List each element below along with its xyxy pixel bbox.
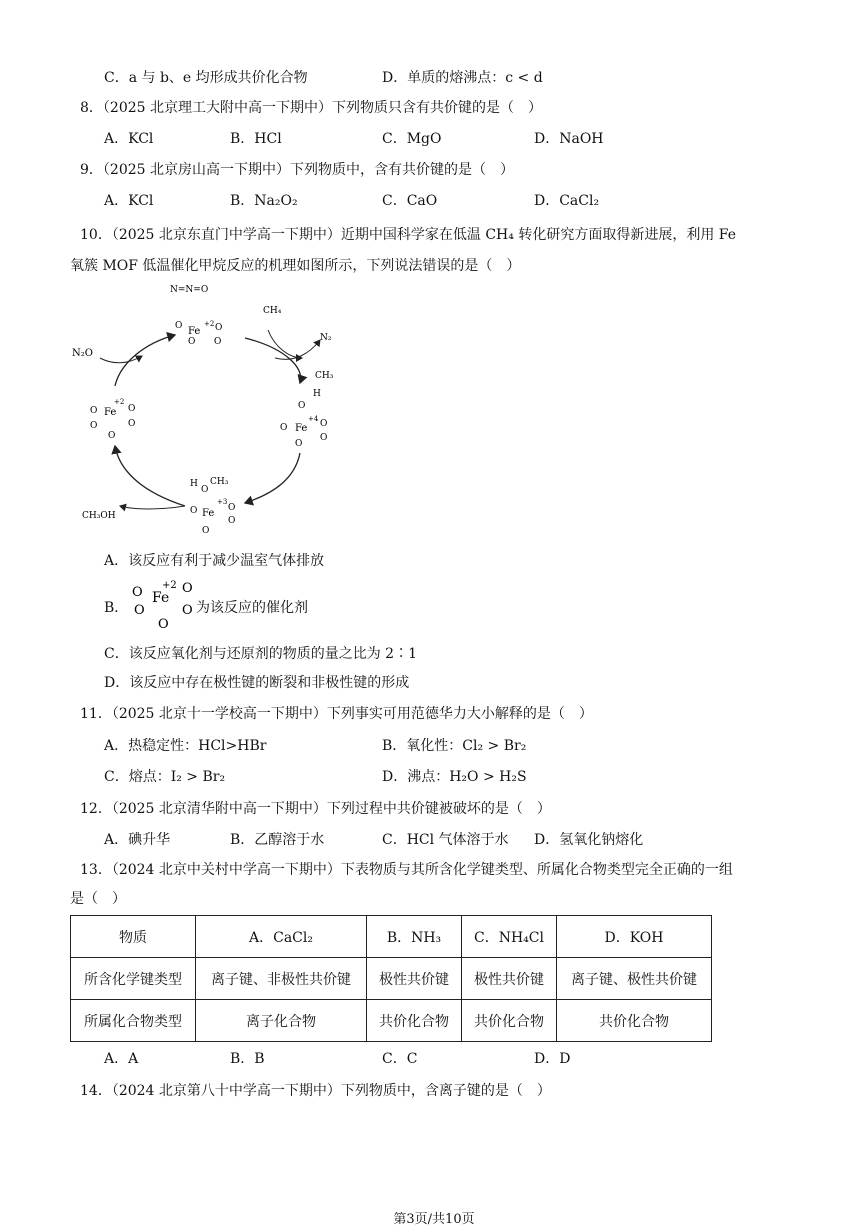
fe-catalyst-structure <box>128 576 198 631</box>
table-cell: 物质 <box>71 916 196 958</box>
cycle-arrow-1 <box>245 338 301 383</box>
q11-option-c: C．熔点：I₂ > Br₂ <box>104 769 226 785</box>
q10-option-c: C．该反应氧化剂与还原剂的物质的量之比为 2∶1 <box>104 646 417 662</box>
q8-option-b: B．HCl <box>230 131 282 147</box>
q13-option-c: C．C <box>382 1051 418 1067</box>
svg-text:+2: +2 <box>162 580 177 591</box>
svg-text:O: O <box>201 485 209 495</box>
q10-option-b-text: 为该反应的催化剂 <box>196 600 308 616</box>
svg-text:Fe: Fe <box>295 423 308 434</box>
table-cell: 离子键、非极性共价键 <box>196 958 367 1000</box>
complex-left <box>90 398 135 441</box>
svg-text:O: O <box>280 423 288 433</box>
question-10-stem-line1: 10．（2025 北京东直门中学高一下期中）近期中国科学家在低温 CH₄ 转化研究方面取得新进展，利用 Fe <box>80 227 737 243</box>
svg-text:+3: +3 <box>217 498 228 506</box>
q12-option-a: A．碘升华 <box>104 832 171 848</box>
svg-text:O: O <box>298 401 306 411</box>
ch4-label: CH₄ <box>263 306 282 316</box>
question-13-stem-line1: 13．（2024 北京中关村中学高一下期中）下表物质与其所含化学键类型、所属化合物类型完全正确的一组 <box>80 862 733 878</box>
option-c: C．a 与 b、e 均形成共价化合物 <box>104 70 308 86</box>
table-cell: 离子化合物 <box>196 1000 367 1042</box>
svg-text:O: O <box>182 581 193 596</box>
question-8-stem: 8．（2025 北京理工大附中高一下期中）下列物质只含有共价键的是（ ） <box>80 100 542 116</box>
q11-option-a: A．热稳定性：HCl>HBr <box>104 738 267 754</box>
svg-text:O: O <box>175 321 183 331</box>
cycle-arrow-4 <box>115 335 175 386</box>
q10-option-d: D．该反应中存在极性键的断裂和非极性键的形成 <box>104 675 410 691</box>
q12-option-d: D．氢氧化钠熔化 <box>534 832 644 848</box>
table-cell: 共价化合物 <box>367 1000 462 1042</box>
svg-text:O: O <box>228 516 236 526</box>
table-cell: C．NH₄Cl <box>462 916 557 958</box>
table-header-row <box>71 916 712 958</box>
complex-bottom <box>190 477 235 536</box>
svg-text:O: O <box>295 439 303 449</box>
ch4-in-arrow <box>268 330 302 358</box>
q12-option-b: B．乙醇溶于水 <box>230 832 325 848</box>
table-cell: 离子键、极性共价键 <box>557 958 712 1000</box>
svg-text:CH₃: CH₃ <box>210 477 229 487</box>
cycle-arrow-3 <box>115 446 185 506</box>
table-cell: 极性共价键 <box>462 958 557 1000</box>
question-13-stem-line2: 是（ ） <box>70 891 126 907</box>
svg-text:Fe: Fe <box>104 407 117 418</box>
svg-text:CH₃: CH₃ <box>315 371 334 381</box>
q10-option-a: A．该反应有利于减少温室气体排放 <box>104 553 325 569</box>
svg-text:+4: +4 <box>308 415 319 423</box>
svg-text:O: O <box>134 603 145 618</box>
svg-text:O: O <box>215 323 223 333</box>
complex-top <box>170 285 222 347</box>
svg-text:O: O <box>202 526 210 536</box>
svg-text:O: O <box>158 617 169 631</box>
catalytic-cycle-diagram <box>70 278 360 543</box>
table-cell: A．CaCl₂ <box>196 916 367 958</box>
svg-text:O: O <box>182 603 193 618</box>
table-cell: 共价化合物 <box>557 1000 712 1042</box>
q13-option-b: B．B <box>230 1051 265 1067</box>
q11-option-d: D．沸点：H₂O > H₂S <box>382 769 527 785</box>
table-cell: D．KOH <box>557 916 712 958</box>
svg-text:H: H <box>190 479 198 489</box>
table-cell: 所含化学键类型 <box>71 958 196 1000</box>
bond-type-table <box>70 915 712 1042</box>
table-cell: B．NH₃ <box>367 916 462 958</box>
q12-option-c: C．HCl 气体溶于水 <box>382 832 509 848</box>
svg-text:O: O <box>128 419 136 429</box>
question-14-stem: 14．（2024 北京第八十中学高一下期中）下列物质中，含离子键的是（ ） <box>80 1083 551 1099</box>
q9-option-b: B．Na₂O₂ <box>230 193 298 209</box>
svg-text:O: O <box>188 337 196 347</box>
table-cell: 所属化合物类型 <box>71 1000 196 1042</box>
q13-option-d: D．D <box>534 1051 571 1067</box>
complex-right <box>280 371 334 449</box>
page-footer: 第3页/共10页 <box>393 1212 475 1227</box>
svg-text:+2: +2 <box>204 320 215 328</box>
svg-text:Fe: Fe <box>188 326 201 337</box>
nno-label: N=N=O <box>170 285 209 295</box>
table-cell: 共价化合物 <box>462 1000 557 1042</box>
ch3oh-out-arrow <box>120 506 185 509</box>
q9-option-c: C．CaO <box>382 193 438 209</box>
n2o-label: N₂O <box>72 348 93 359</box>
svg-text:O: O <box>128 404 136 414</box>
svg-text:O: O <box>320 433 328 443</box>
option-d: D．单质的熔沸点：c < d <box>382 70 543 86</box>
q8-option-c: C．MgO <box>382 131 442 147</box>
svg-text:O: O <box>190 506 198 516</box>
question-12-stem: 12．（2025 北京清华附中高一下期中）下列过程中共价键被破坏的是（ ） <box>80 801 551 817</box>
cycle-arrow-2 <box>245 453 300 503</box>
svg-text:O: O <box>90 406 98 416</box>
svg-text:O: O <box>132 585 143 600</box>
n2o-in-arrow <box>100 356 142 363</box>
svg-text:H: H <box>313 389 321 399</box>
q9-option-d: D．CaCl₂ <box>534 193 600 209</box>
q8-option-d: D．NaOH <box>534 131 604 147</box>
table-row <box>71 1000 712 1042</box>
table-row <box>71 958 712 1000</box>
svg-text:O: O <box>90 421 98 431</box>
svg-text:O: O <box>320 419 328 429</box>
n2-label: N₂ <box>320 333 332 343</box>
svg-text:O: O <box>214 337 222 347</box>
q8-option-a: A．KCl <box>104 131 154 147</box>
question-11-stem: 11．（2025 北京十一学校高一下期中）下列事实可用范德华力大小解释的是（ ） <box>80 706 593 722</box>
svg-text:+2: +2 <box>114 398 125 406</box>
question-9-stem: 9．（2025 北京房山高一下期中）下列物质中，含有共价键的是（ ） <box>80 162 514 178</box>
svg-text:O: O <box>108 431 116 441</box>
svg-text:O: O <box>228 503 236 513</box>
ch3oh-label: CH₃OH <box>82 511 116 521</box>
q13-option-a: A．A <box>104 1051 139 1067</box>
question-10-stem-line2: 氧簇 MOF 低温催化甲烷反应的机理如图所示，下列说法错误的是（ ） <box>70 258 521 274</box>
q11-option-b: B．氧化性：Cl₂ > Br₂ <box>382 738 527 754</box>
svg-text:Fe: Fe <box>202 508 215 519</box>
q9-option-a: A．KCl <box>104 193 154 209</box>
svg-text:Fe: Fe <box>152 590 170 606</box>
q10-option-b-prefix: B． <box>104 600 129 616</box>
table-cell: 极性共价键 <box>367 958 462 1000</box>
